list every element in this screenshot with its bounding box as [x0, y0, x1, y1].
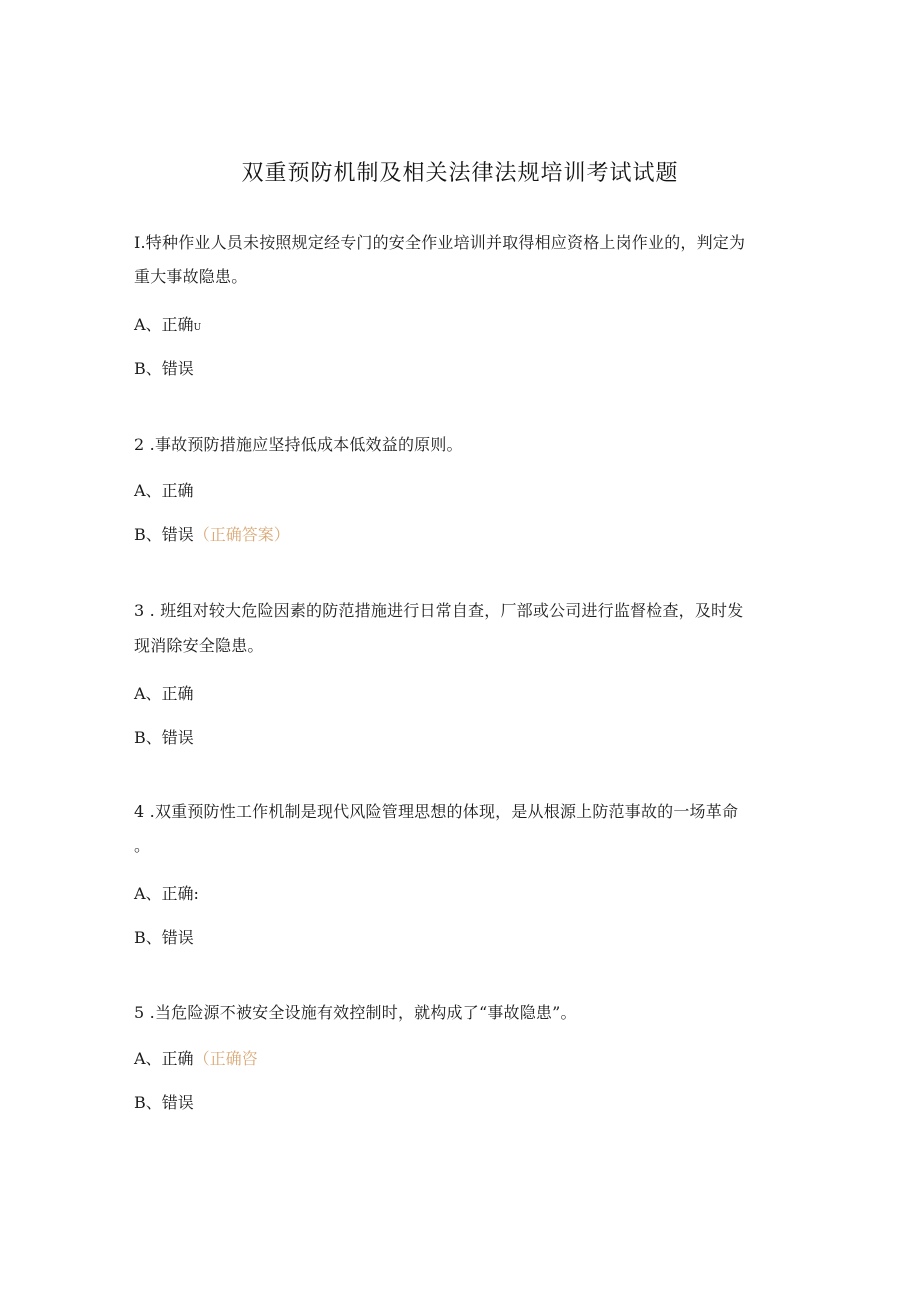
question-1-option-b[interactable] [134, 358, 194, 380]
option-b-label: B、错误 [134, 1093, 194, 1112]
question-1-text-line-1: I.特种作业人员未按照规定经专门的安全作业培训并取得相应资格上岗作业的，判定为 [134, 233, 746, 252]
option-b-label: B、错误 [134, 728, 194, 747]
question-5-text-line-1: 5 .当危险源不被安全设施有效控制时，就构成了“事故隐患”。 [134, 1003, 577, 1022]
option-a-label: A、正确 [134, 481, 194, 500]
question-3-text-line-1: 3 . 班组对较大危险因素的防范措施进行日常自查，厂部或公司进行监督检查，及时发 [134, 601, 744, 620]
option-b-label: B、错误 [134, 525, 194, 544]
option-a-mark: U [193, 323, 202, 333]
question-3-option-b[interactable] [134, 727, 194, 749]
question-3-text-line-2: 现消除安全隐患。 [134, 636, 264, 655]
option-b-label: B、错误 [134, 359, 194, 378]
question-2-text-line-1: 2 .事故预防措施应坚持低成本低效益的原则。 [134, 435, 463, 454]
correct-answer-marker: （正确答案） [193, 525, 290, 544]
question-5-option-b[interactable] [134, 1092, 194, 1114]
question-3-option-a[interactable] [134, 683, 194, 705]
question-5-option-a[interactable] [134, 1048, 258, 1070]
question-2-option-a[interactable] [134, 480, 194, 502]
option-a-label: A、正确 [134, 1049, 194, 1068]
option-a-label: A、正确 [134, 684, 194, 703]
question-4-text-line-2: 。 [134, 836, 151, 855]
question-2-option-b[interactable] [134, 524, 290, 546]
question-4-option-b[interactable] [134, 927, 194, 949]
question-1-text-line-2: 重大事故隐患。 [134, 267, 248, 286]
question-4-text-line-1: 4 .双重预防性工作机制是现代风险管理思想的体现，是从根源上防范事故的一场革命 [134, 802, 739, 821]
option-a-label: A、正确: [134, 884, 199, 903]
page-title: 双重预防机制及相关法律法规培训考试试题 [241, 161, 679, 186]
correct-answer-marker: （正确咨 [193, 1049, 258, 1068]
option-a-label: A、正确 [134, 315, 194, 334]
question-4-option-a[interactable] [134, 883, 199, 905]
option-b-label: B、错误 [134, 928, 194, 947]
question-1-option-a[interactable] [134, 314, 201, 339]
